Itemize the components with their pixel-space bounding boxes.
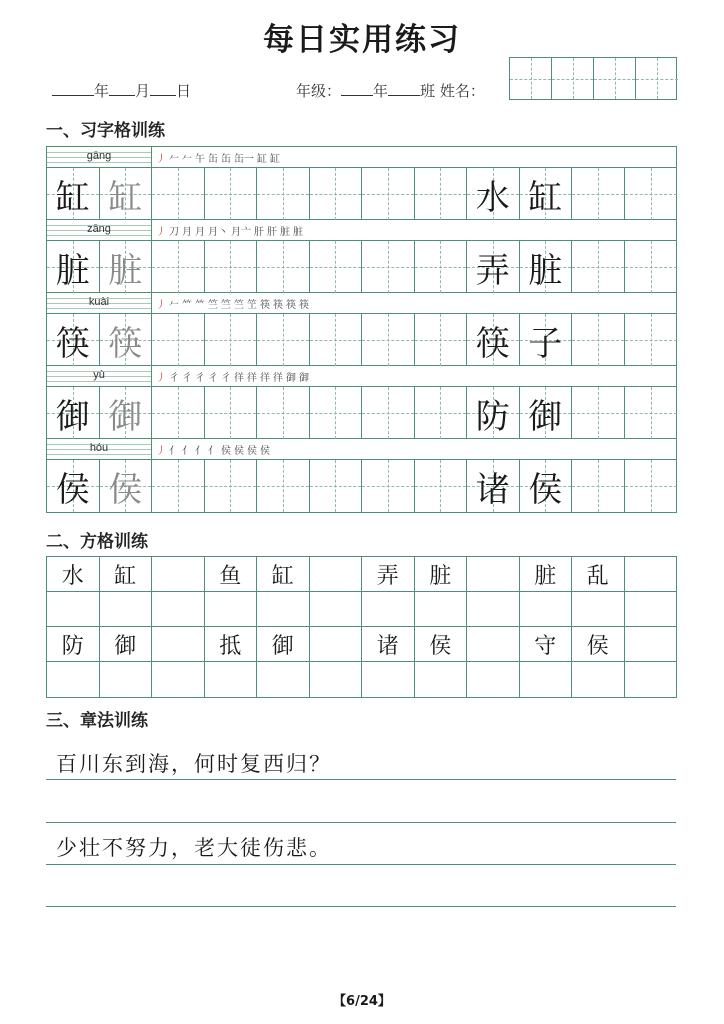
tian-cell[interactable] xyxy=(257,387,310,439)
model-char: 脏 xyxy=(528,250,563,291)
square-row-blank xyxy=(47,662,676,697)
stroke-step: 彳 xyxy=(182,372,192,384)
char-row xyxy=(47,241,676,293)
square-cell[interactable]: 水 xyxy=(47,557,100,592)
model-char: 侯 xyxy=(55,469,90,510)
square-cell[interactable]: 御 xyxy=(257,627,310,662)
model-char: 筷 xyxy=(55,323,90,364)
stroke-step: 脏 xyxy=(280,226,290,238)
stroke-step: 午 xyxy=(195,153,205,165)
stroke-step: 御 xyxy=(299,372,309,384)
char-row xyxy=(47,387,676,439)
stroke-step: 侯 xyxy=(221,445,231,457)
day-blank[interactable] xyxy=(150,82,176,96)
model-char: 侯 xyxy=(528,469,563,510)
square-cell[interactable] xyxy=(100,592,153,627)
name-grid[interactable] xyxy=(509,57,677,100)
tian-cell[interactable] xyxy=(310,241,363,293)
square-cell[interactable] xyxy=(625,627,678,662)
stroke-step: ⺮ xyxy=(182,299,192,311)
stroke-step: 彳 xyxy=(208,372,218,384)
stroke-step: 亻 xyxy=(169,445,179,457)
square-cell[interactable] xyxy=(205,662,258,697)
name-cell[interactable] xyxy=(636,58,678,99)
pinyin-text: yù xyxy=(93,369,105,381)
pinyin-box xyxy=(47,439,152,459)
square-cell[interactable] xyxy=(572,592,625,627)
model-char: 筷 xyxy=(475,323,510,364)
square-cell[interactable]: 诸 xyxy=(362,627,415,662)
stroke-step: 筷 xyxy=(260,299,270,311)
stroke-step: 刀 xyxy=(169,226,179,238)
square-cell[interactable] xyxy=(100,662,153,697)
stroke-step: 徉 xyxy=(247,372,257,384)
square-cell[interactable] xyxy=(625,557,678,592)
stroke-step: 缶一 xyxy=(234,153,254,165)
practice-row xyxy=(47,366,676,439)
tian-cell[interactable] xyxy=(100,460,153,512)
square-cell[interactable]: 侯 xyxy=(415,627,468,662)
stroke-step: 徉 xyxy=(234,372,244,384)
square-cell[interactable] xyxy=(520,592,573,627)
practice-row xyxy=(47,147,676,220)
tian-cell[interactable] xyxy=(205,314,258,366)
square-cell[interactable] xyxy=(152,592,205,627)
verse-line-1: 百川东到海，何时复西归？ xyxy=(56,752,332,776)
stroke-step: 月亠 xyxy=(231,226,251,238)
tian-cell[interactable] xyxy=(257,460,310,512)
square-cell[interactable] xyxy=(152,662,205,697)
tian-cell[interactable] xyxy=(362,168,415,220)
square-cell[interactable] xyxy=(467,627,520,662)
square-cell[interactable] xyxy=(625,662,678,697)
tian-cell[interactable] xyxy=(362,460,415,512)
stroke-step: 丿 xyxy=(156,372,166,384)
tian-cell[interactable] xyxy=(152,168,205,220)
tian-cell[interactable] xyxy=(257,168,310,220)
stroke-step: 亻 xyxy=(208,445,218,457)
tian-cell[interactable] xyxy=(205,460,258,512)
stroke-step: 笁 xyxy=(247,299,257,311)
tian-cell[interactable] xyxy=(415,460,468,512)
tian-cell[interactable] xyxy=(205,168,258,220)
tian-cell[interactable] xyxy=(467,241,520,293)
stroke-step: 丿 xyxy=(156,299,166,311)
square-cell[interactable] xyxy=(310,662,363,697)
model-char: 水 xyxy=(475,177,510,218)
trace-char: 缸 xyxy=(108,177,143,218)
practice-row xyxy=(47,439,676,512)
model-char: 脏 xyxy=(55,250,90,291)
stroke-step: 筷 xyxy=(273,299,283,311)
pinyin-band xyxy=(47,366,676,387)
square-cell[interactable] xyxy=(310,557,363,592)
section1-title: 一、习字格训练 xyxy=(46,121,165,141)
stroke-step: 御 xyxy=(286,372,296,384)
tian-cell[interactable] xyxy=(47,387,100,439)
practice-grid xyxy=(46,146,677,513)
tian-cell[interactable] xyxy=(625,241,678,293)
stroke-step: 竺 xyxy=(208,299,218,311)
tian-cell[interactable] xyxy=(572,387,625,439)
tian-cell[interactable] xyxy=(152,460,205,512)
stroke-step: 筷 xyxy=(299,299,309,311)
stroke-step: 缸 xyxy=(257,153,267,165)
stroke-step: 亻 xyxy=(182,445,192,457)
writing-line[interactable] xyxy=(46,779,676,780)
writing-line[interactable] xyxy=(46,822,676,823)
tian-cell[interactable] xyxy=(520,314,573,366)
tian-cell[interactable] xyxy=(625,387,678,439)
square-row-model xyxy=(47,627,676,662)
stroke-step: 丿 xyxy=(156,226,166,238)
tian-cell[interactable] xyxy=(362,387,415,439)
verse-line-2: 少壮不努力，老大徒伤悲。 xyxy=(56,836,332,860)
month-blank[interactable] xyxy=(109,82,135,96)
tian-cell[interactable] xyxy=(625,168,678,220)
year-label: 年 xyxy=(94,82,110,100)
tian-cell[interactable] xyxy=(415,314,468,366)
stroke-step: 彳 xyxy=(195,372,205,384)
section2-title: 二、方格训练 xyxy=(46,532,148,552)
date-fields xyxy=(52,80,191,101)
stroke-step: 月丶 xyxy=(208,226,228,238)
page-title: 每日实用练习 xyxy=(263,22,461,58)
square-cell[interactable] xyxy=(572,662,625,697)
tian-cell[interactable] xyxy=(572,241,625,293)
tian-cell[interactable] xyxy=(467,460,520,512)
square-cell[interactable]: 防 xyxy=(47,627,100,662)
square-cell[interactable]: 鱼 xyxy=(205,557,258,592)
square-row-blank xyxy=(47,592,676,627)
char-row xyxy=(47,460,676,512)
pinyin-text: gāng xyxy=(86,150,112,162)
model-char: 弄 xyxy=(475,250,510,291)
stroke-step: 丿 xyxy=(156,153,166,165)
pinyin-text: zāng xyxy=(87,223,111,235)
stroke-order xyxy=(152,293,676,313)
tian-cell[interactable] xyxy=(205,241,258,293)
tian-cell[interactable] xyxy=(415,387,468,439)
tian-cell[interactable] xyxy=(100,387,153,439)
stroke-order xyxy=(152,439,676,459)
practice-row xyxy=(47,220,676,293)
tian-cell[interactable] xyxy=(572,168,625,220)
section3-title: 三、章法训练 xyxy=(46,711,148,731)
square-cell[interactable] xyxy=(152,557,205,592)
tian-cell[interactable] xyxy=(415,168,468,220)
tian-cell[interactable] xyxy=(47,460,100,512)
square-cell[interactable] xyxy=(625,592,678,627)
tian-cell[interactable] xyxy=(310,460,363,512)
tian-cell[interactable] xyxy=(520,460,573,512)
tian-cell[interactable] xyxy=(100,168,153,220)
square-cell[interactable] xyxy=(362,592,415,627)
stroke-step: 𠂉 xyxy=(169,299,179,311)
pinyin-box xyxy=(47,220,152,240)
square-cell[interactable] xyxy=(152,627,205,662)
class-label: 班 xyxy=(420,82,436,100)
year-blank[interactable] xyxy=(52,82,94,96)
square-cell[interactable] xyxy=(310,627,363,662)
page-number: 【6/24】 xyxy=(333,994,391,1009)
stroke-step: 竺 xyxy=(221,299,231,311)
tian-cell[interactable] xyxy=(520,168,573,220)
pinyin-box xyxy=(47,293,152,313)
stroke-step: 侯 xyxy=(234,445,244,457)
pinyin-band xyxy=(47,147,676,168)
tian-cell[interactable] xyxy=(100,241,153,293)
stroke-step: 𠂉 xyxy=(169,153,179,165)
square-cell[interactable] xyxy=(415,592,468,627)
stroke-step: 月 xyxy=(195,226,205,238)
stroke-step: 徉 xyxy=(273,372,283,384)
stroke-step: 缶 xyxy=(208,153,218,165)
stroke-step: 彳 xyxy=(169,372,179,384)
stroke-order xyxy=(152,366,676,386)
square-cell[interactable]: 缸 xyxy=(100,557,153,592)
square-cell[interactable] xyxy=(520,662,573,697)
name-cell[interactable] xyxy=(552,58,594,99)
square-cell[interactable]: 守 xyxy=(520,627,573,662)
stroke-step: 肝 xyxy=(267,226,277,238)
tian-cell[interactable] xyxy=(47,314,100,366)
square-cell[interactable]: 御 xyxy=(100,627,153,662)
square-cell[interactable] xyxy=(415,662,468,697)
trace-char: 侯 xyxy=(108,469,143,510)
day-label: 日 xyxy=(176,82,192,100)
square-cell[interactable]: 抵 xyxy=(205,627,258,662)
tian-cell[interactable] xyxy=(572,314,625,366)
writing-line[interactable] xyxy=(46,906,676,907)
stroke-step: 肝 xyxy=(254,226,264,238)
tian-cell[interactable] xyxy=(100,314,153,366)
tian-cell[interactable] xyxy=(152,241,205,293)
square-cell[interactable]: 弄 xyxy=(362,557,415,592)
pinyin-text: hóu xyxy=(89,442,109,454)
pinyin-band xyxy=(47,220,676,241)
tian-cell[interactable] xyxy=(152,387,205,439)
square-cell[interactable] xyxy=(467,557,520,592)
stroke-step: 侯 xyxy=(247,445,257,457)
name-cell[interactable] xyxy=(510,58,552,99)
tian-cell[interactable] xyxy=(625,460,678,512)
square-cell[interactable]: 缸 xyxy=(257,557,310,592)
tian-cell[interactable] xyxy=(310,314,363,366)
square-cell[interactable] xyxy=(467,662,520,697)
grade-label: 年级： xyxy=(296,82,342,100)
month-label: 月 xyxy=(135,82,151,100)
tian-cell[interactable] xyxy=(520,387,573,439)
char-row xyxy=(47,168,676,220)
tian-cell[interactable] xyxy=(257,241,310,293)
stroke-step: 脏 xyxy=(293,226,303,238)
char-row xyxy=(47,314,676,366)
trace-char: 御 xyxy=(108,396,143,437)
stroke-step: 亻 xyxy=(195,445,205,457)
class-blank[interactable] xyxy=(388,82,420,96)
stroke-order xyxy=(152,147,676,167)
name-label: 姓名： xyxy=(439,82,485,100)
grade-fields xyxy=(296,80,485,101)
square-cell[interactable] xyxy=(257,592,310,627)
tian-cell[interactable] xyxy=(625,314,678,366)
square-cell[interactable]: 侯 xyxy=(572,627,625,662)
square-cell[interactable] xyxy=(257,662,310,697)
model-char: 子 xyxy=(528,323,563,364)
stroke-step: 𠂉 xyxy=(182,153,192,165)
stroke-step: 筷 xyxy=(286,299,296,311)
square-cell[interactable] xyxy=(47,592,100,627)
square-row-model xyxy=(47,557,676,592)
tian-cell[interactable] xyxy=(467,387,520,439)
square-cell[interactable]: 乱 xyxy=(572,557,625,592)
tian-cell[interactable] xyxy=(205,387,258,439)
tian-cell[interactable] xyxy=(47,241,100,293)
pinyin-text: kuài xyxy=(88,296,110,308)
square-cell[interactable] xyxy=(47,662,100,697)
tian-cell[interactable] xyxy=(310,387,363,439)
tian-cell[interactable] xyxy=(362,314,415,366)
tian-cell[interactable] xyxy=(572,460,625,512)
stroke-step: 彳 xyxy=(221,372,231,384)
square-cell[interactable]: 脏 xyxy=(415,557,468,592)
stroke-step: 丿 xyxy=(156,445,166,457)
square-grid xyxy=(46,556,677,698)
pinyin-box xyxy=(47,366,152,386)
tian-cell[interactable] xyxy=(310,168,363,220)
square-cell[interactable]: 脏 xyxy=(520,557,573,592)
pinyin-band xyxy=(47,293,676,314)
stroke-step: 缶 xyxy=(221,153,231,165)
pinyin-box xyxy=(47,147,152,167)
square-cell[interactable] xyxy=(362,662,415,697)
tian-cell[interactable] xyxy=(467,314,520,366)
pinyin-band xyxy=(47,439,676,460)
stroke-step: 侯 xyxy=(260,445,270,457)
model-char: 御 xyxy=(528,396,563,437)
trace-char: 筷 xyxy=(108,323,143,364)
name-cell[interactable] xyxy=(594,58,636,99)
writing-line[interactable] xyxy=(46,864,676,865)
grade-blank[interactable] xyxy=(341,82,373,96)
model-char: 缸 xyxy=(528,177,563,218)
stroke-step: 缸 xyxy=(270,153,280,165)
stroke-step: 徉 xyxy=(260,372,270,384)
tian-cell[interactable] xyxy=(47,168,100,220)
tian-cell[interactable] xyxy=(257,314,310,366)
tian-cell[interactable] xyxy=(152,314,205,366)
tian-cell[interactable] xyxy=(415,241,468,293)
square-cell[interactable] xyxy=(467,592,520,627)
stroke-step: 竺 xyxy=(234,299,244,311)
model-char: 缸 xyxy=(55,177,90,218)
tian-cell[interactable] xyxy=(467,168,520,220)
practice-row xyxy=(47,293,676,366)
tian-cell[interactable] xyxy=(520,241,573,293)
stroke-step: ⺮ xyxy=(195,299,205,311)
trace-char: 脏 xyxy=(108,250,143,291)
model-char: 诸 xyxy=(475,469,510,510)
tian-cell[interactable] xyxy=(362,241,415,293)
stroke-order xyxy=(152,220,676,240)
square-cell[interactable] xyxy=(310,592,363,627)
model-char: 防 xyxy=(475,396,510,437)
model-char: 御 xyxy=(55,396,90,437)
square-cell[interactable] xyxy=(205,592,258,627)
stroke-step: 月 xyxy=(182,226,192,238)
grade-year-label: 年 xyxy=(373,82,389,100)
